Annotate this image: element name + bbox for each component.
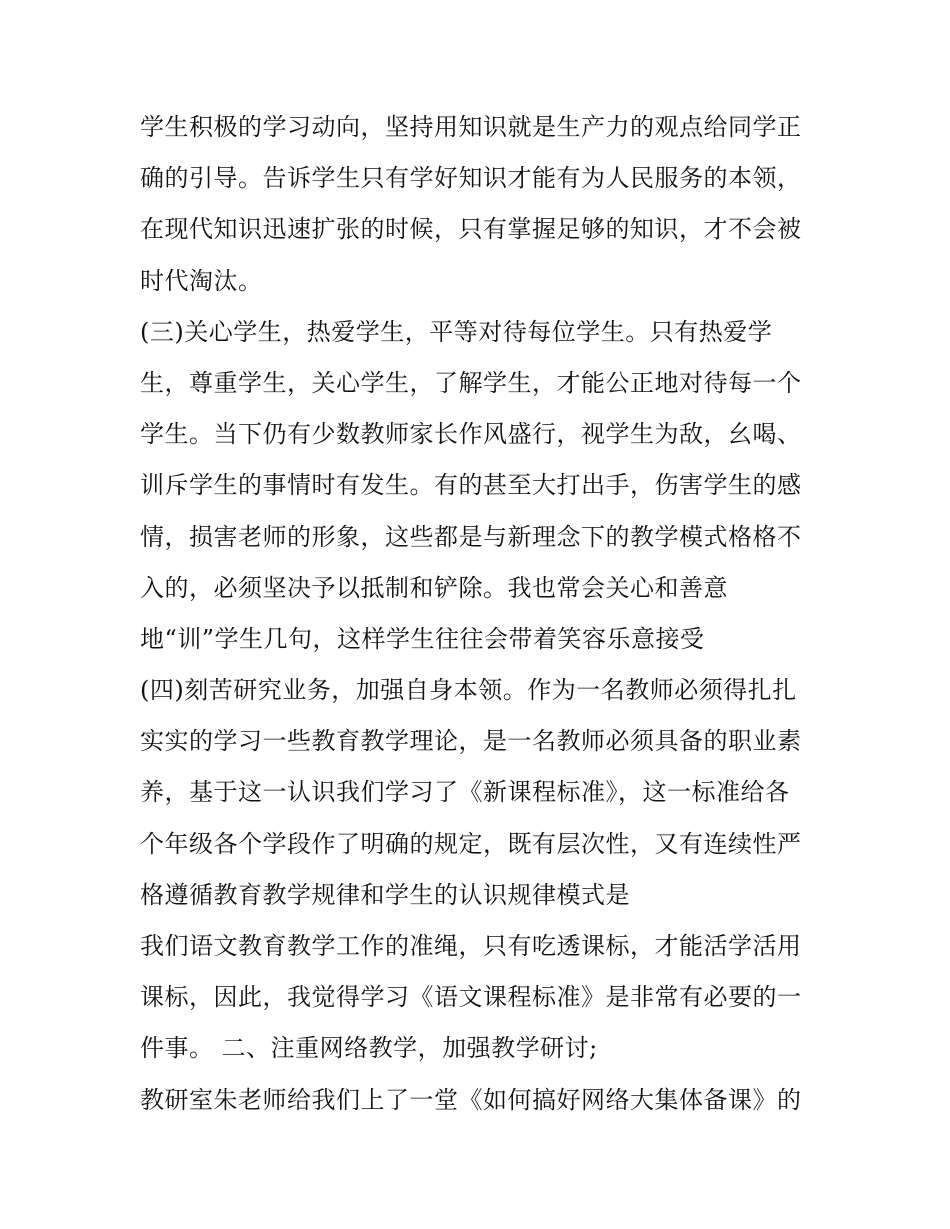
text-line: 确的引导。告诉学生只有学好知识才能有为人民服务的本领，	[140, 164, 802, 193]
text-line: 教研室朱老师给我们上了一堂《如何搞好网络大集体备课》的	[140, 1085, 802, 1114]
text-line: 在现代知识迅速扩张的时候，只有掌握足够的知识，才不会被	[140, 215, 802, 244]
body-text	[140, 102, 820, 1126]
text-line: (三)关心学生，热爱学生，平等对待每位学生。只有热爱学	[140, 317, 773, 346]
text-line: 情，损害老师的形象，这些都是与新理念下的教学模式格格不	[140, 522, 802, 551]
text-line: 地“训”学生几句，这样学生往往会带着笑容乐意接受	[140, 624, 705, 653]
text-line: 学生积极的学习动向，坚持用知识就是生产力的观点给同学正	[140, 113, 802, 141]
text-line: 训斥学生的事情时有发生。有的甚至大打出手，伤害学生的感	[140, 471, 802, 500]
text-line: 时代淘汰。	[140, 266, 263, 295]
text-line: 我们语文教育教学工作的准绳，只有吃透课标，才能活学活用	[140, 932, 802, 960]
text-line: 件事。 二、注重网络教学，加强教学研讨;	[140, 1034, 598, 1063]
text-line: 学生。当下仍有少数教师家长作风盛行，视学生为敌，幺喝、	[140, 420, 802, 449]
text-line: 入的，必须坚决予以抵制和铲除。我也常会关心和善意	[140, 573, 728, 602]
text-line: 个年级各个学段作了明确的规定，既有层次性，又有连续性严	[140, 829, 802, 858]
text-line: 课标，因此，我觉得学习《语文课程标准》是非常有必要的一	[140, 983, 802, 1012]
text-line: 实实的学习一些教育教学理论，是一名教师必须具备的职业素	[140, 727, 802, 756]
text-line: 生，尊重学生，关心学生，了解学生，才能公正地对待每一个	[140, 368, 802, 397]
text-line: (四)刻苦研究业务，加强自身本领。作为一名教师必须得扎扎	[140, 676, 797, 705]
text-line: 养，基于这一认识我们学习了《新课程标准》，这一标准给各	[140, 778, 790, 807]
text-line: 格遵循教育教学规律和学生的认识规律模式是	[140, 880, 630, 909]
